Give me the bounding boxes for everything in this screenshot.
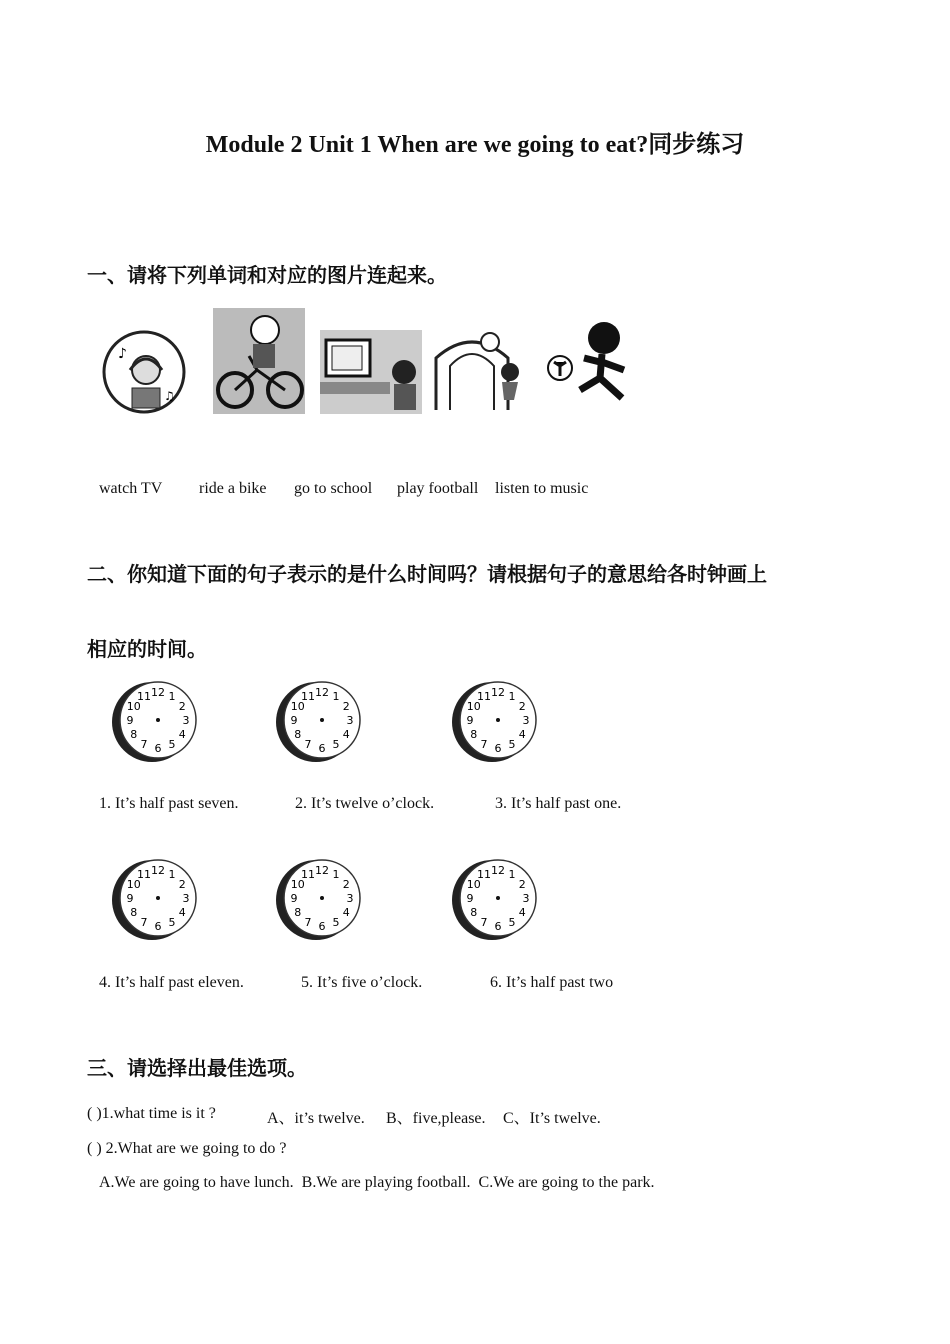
clock-numeral: 5 (332, 916, 340, 930)
clock-face-2[interactable] (272, 680, 364, 764)
clock-numeral: 7 (480, 738, 488, 752)
clock-numeral: 1 (508, 867, 516, 881)
clock-numeral: 2 (342, 700, 350, 713)
clock-numeral: 10 (290, 878, 305, 891)
clock-numeral: 6 (154, 742, 162, 755)
clock-numeral: 3 (182, 714, 190, 727)
clock-numeral: 1 (332, 867, 340, 881)
clock-numeral: 5 (508, 738, 516, 752)
clock-numeral: 1 (332, 689, 340, 703)
clock-numeral: 6 (494, 920, 502, 933)
page-title: Module 2 Unit 1 When are we going to eat?同步练习 (205, 132, 745, 158)
clock-numeral: 11 (137, 689, 151, 703)
q2-options: A.We are going to have lunch. B.We are playing football. C.We are going to the park. (99, 1174, 655, 1191)
clock-numeral: 2 (518, 878, 526, 891)
section-1-heading: 一、请将下列单词和对应的图片连起来。 (87, 263, 447, 287)
clock-numeral: 8 (130, 906, 138, 919)
clock-numeral: 12 (315, 686, 329, 699)
clock-numeral: 9 (466, 714, 474, 727)
word-watch-tv: watch TV (99, 480, 163, 497)
word-listen-to-music: listen to music (495, 480, 589, 497)
watching-tv-picture (320, 330, 422, 414)
word-ride-a-bike: ride a bike (199, 480, 267, 497)
section-2-heading-line2: 相应的时间。 (87, 637, 207, 661)
q1-option-a: A、it’s twelve. (267, 1110, 365, 1127)
clock-numeral: 3 (346, 714, 354, 727)
clock-numeral: 3 (182, 892, 190, 905)
clock-numeral: 1 (168, 867, 176, 881)
clock-numeral: 10 (466, 700, 481, 713)
clock-numeral: 4 (178, 728, 186, 741)
clock-numeral: 7 (140, 738, 148, 752)
clock-numeral: 2 (178, 878, 186, 891)
clock-numeral: 10 (126, 878, 141, 891)
clock-numeral: 4 (342, 728, 350, 741)
listening-music-picture (100, 326, 188, 414)
clock-numeral: 1 (168, 689, 176, 703)
clock-numeral: 7 (304, 738, 312, 752)
clock-numeral: 4 (342, 906, 350, 919)
clock-numeral: 5 (168, 916, 176, 930)
clock-numeral: 11 (301, 689, 315, 703)
question-1-text: 1.what time is it ? (101, 1105, 216, 1122)
clock-numeral: 11 (301, 867, 315, 881)
riding-bike-picture (213, 308, 305, 414)
clock-face-6[interactable] (448, 858, 540, 942)
clock-numeral: 5 (508, 916, 516, 930)
clock-numeral: 8 (470, 728, 478, 741)
clock-numeral: 6 (494, 742, 502, 755)
clock-face-3[interactable] (448, 680, 540, 764)
clock-numeral: 4 (178, 906, 186, 919)
playing-football-picture (544, 318, 648, 408)
clock-numeral: 2 (518, 700, 526, 713)
clock-numeral: 12 (151, 686, 165, 699)
svg-text:♪: ♪ (118, 346, 127, 362)
clock-numeral: 7 (480, 916, 488, 930)
clock-sentence-2: 2. It’s twelve o’clock. (295, 795, 435, 812)
clock-numeral: 6 (318, 742, 326, 755)
clock-numeral: 12 (491, 864, 505, 877)
clock-numeral: 8 (294, 728, 302, 741)
clock-numeral: 2 (178, 700, 186, 713)
clock-numeral: 2 (342, 878, 350, 891)
clock-numeral: 8 (130, 728, 138, 741)
clock-face-5[interactable] (272, 858, 364, 942)
clock-numeral: 9 (290, 714, 298, 727)
going-school-picture (432, 326, 532, 412)
clock-sentence-5: 5. It’s five o’clock. (301, 974, 423, 991)
clock-numeral: 9 (126, 714, 134, 727)
clock-numeral: 12 (151, 864, 165, 877)
clock-numeral: 10 (466, 878, 481, 891)
clock-numeral: 4 (518, 728, 526, 741)
clock-numeral: 9 (126, 892, 134, 905)
clock-numeral: 3 (346, 892, 354, 905)
clock-numeral: 10 (290, 700, 305, 713)
clock-sentence-1: 1. It’s half past seven. (99, 795, 239, 812)
clock-numeral: 3 (522, 714, 530, 727)
clock-numeral: 5 (168, 738, 176, 752)
clock-numeral: 5 (332, 738, 340, 752)
clock-numeral: 11 (477, 867, 491, 881)
clock-face-1[interactable] (108, 680, 200, 764)
clock-numeral: 1 (508, 689, 516, 703)
answer-bracket-1[interactable]: ( ) (87, 1105, 102, 1122)
clock-numeral: 9 (466, 892, 474, 905)
clock-numeral: 12 (491, 686, 505, 699)
q1-option-c: C、It’s twelve. (503, 1110, 601, 1127)
clock-numeral: 8 (470, 906, 478, 919)
clock-numeral: 6 (154, 920, 162, 933)
clock-sentence-4: 4. It’s half past eleven. (99, 974, 244, 991)
clock-numeral: 12 (315, 864, 329, 877)
clock-sentence-6: 6. It’s half past two (490, 974, 614, 991)
clock-numeral: 7 (304, 916, 312, 930)
clock-numeral: 11 (477, 689, 491, 703)
question-2 (87, 1140, 286, 1158)
clock-face-4[interactable] (108, 858, 200, 942)
clock-numeral: 6 (318, 920, 326, 933)
clock-numeral: 3 (522, 892, 530, 905)
answer-bracket-2[interactable]: ( ) (87, 1140, 102, 1157)
clock-numeral: 4 (518, 906, 526, 919)
clock-numeral: 8 (294, 906, 302, 919)
clock-numeral: 7 (140, 916, 148, 930)
question-1 (87, 1105, 216, 1123)
clock-numeral: 10 (126, 700, 141, 713)
clock-numeral: 9 (290, 892, 298, 905)
section-3-heading: 三、请选择出最佳选项。 (87, 1056, 307, 1080)
section-2-heading-line1: 二、你知道下面的句子表示的是什么时间吗？请根据句子的意思给各时钟画上 (87, 562, 767, 586)
word-play-football: play football (397, 480, 479, 497)
word-go-to-school: go to school (294, 480, 373, 497)
clock-sentence-3: 3. It’s half past one. (495, 795, 622, 812)
question-2-text: 2.What are we going to do ? (105, 1140, 287, 1157)
svg-text:♫: ♫ (164, 389, 175, 403)
q1-option-b: B、five,please. (386, 1110, 486, 1127)
clock-numeral: 11 (137, 867, 151, 881)
